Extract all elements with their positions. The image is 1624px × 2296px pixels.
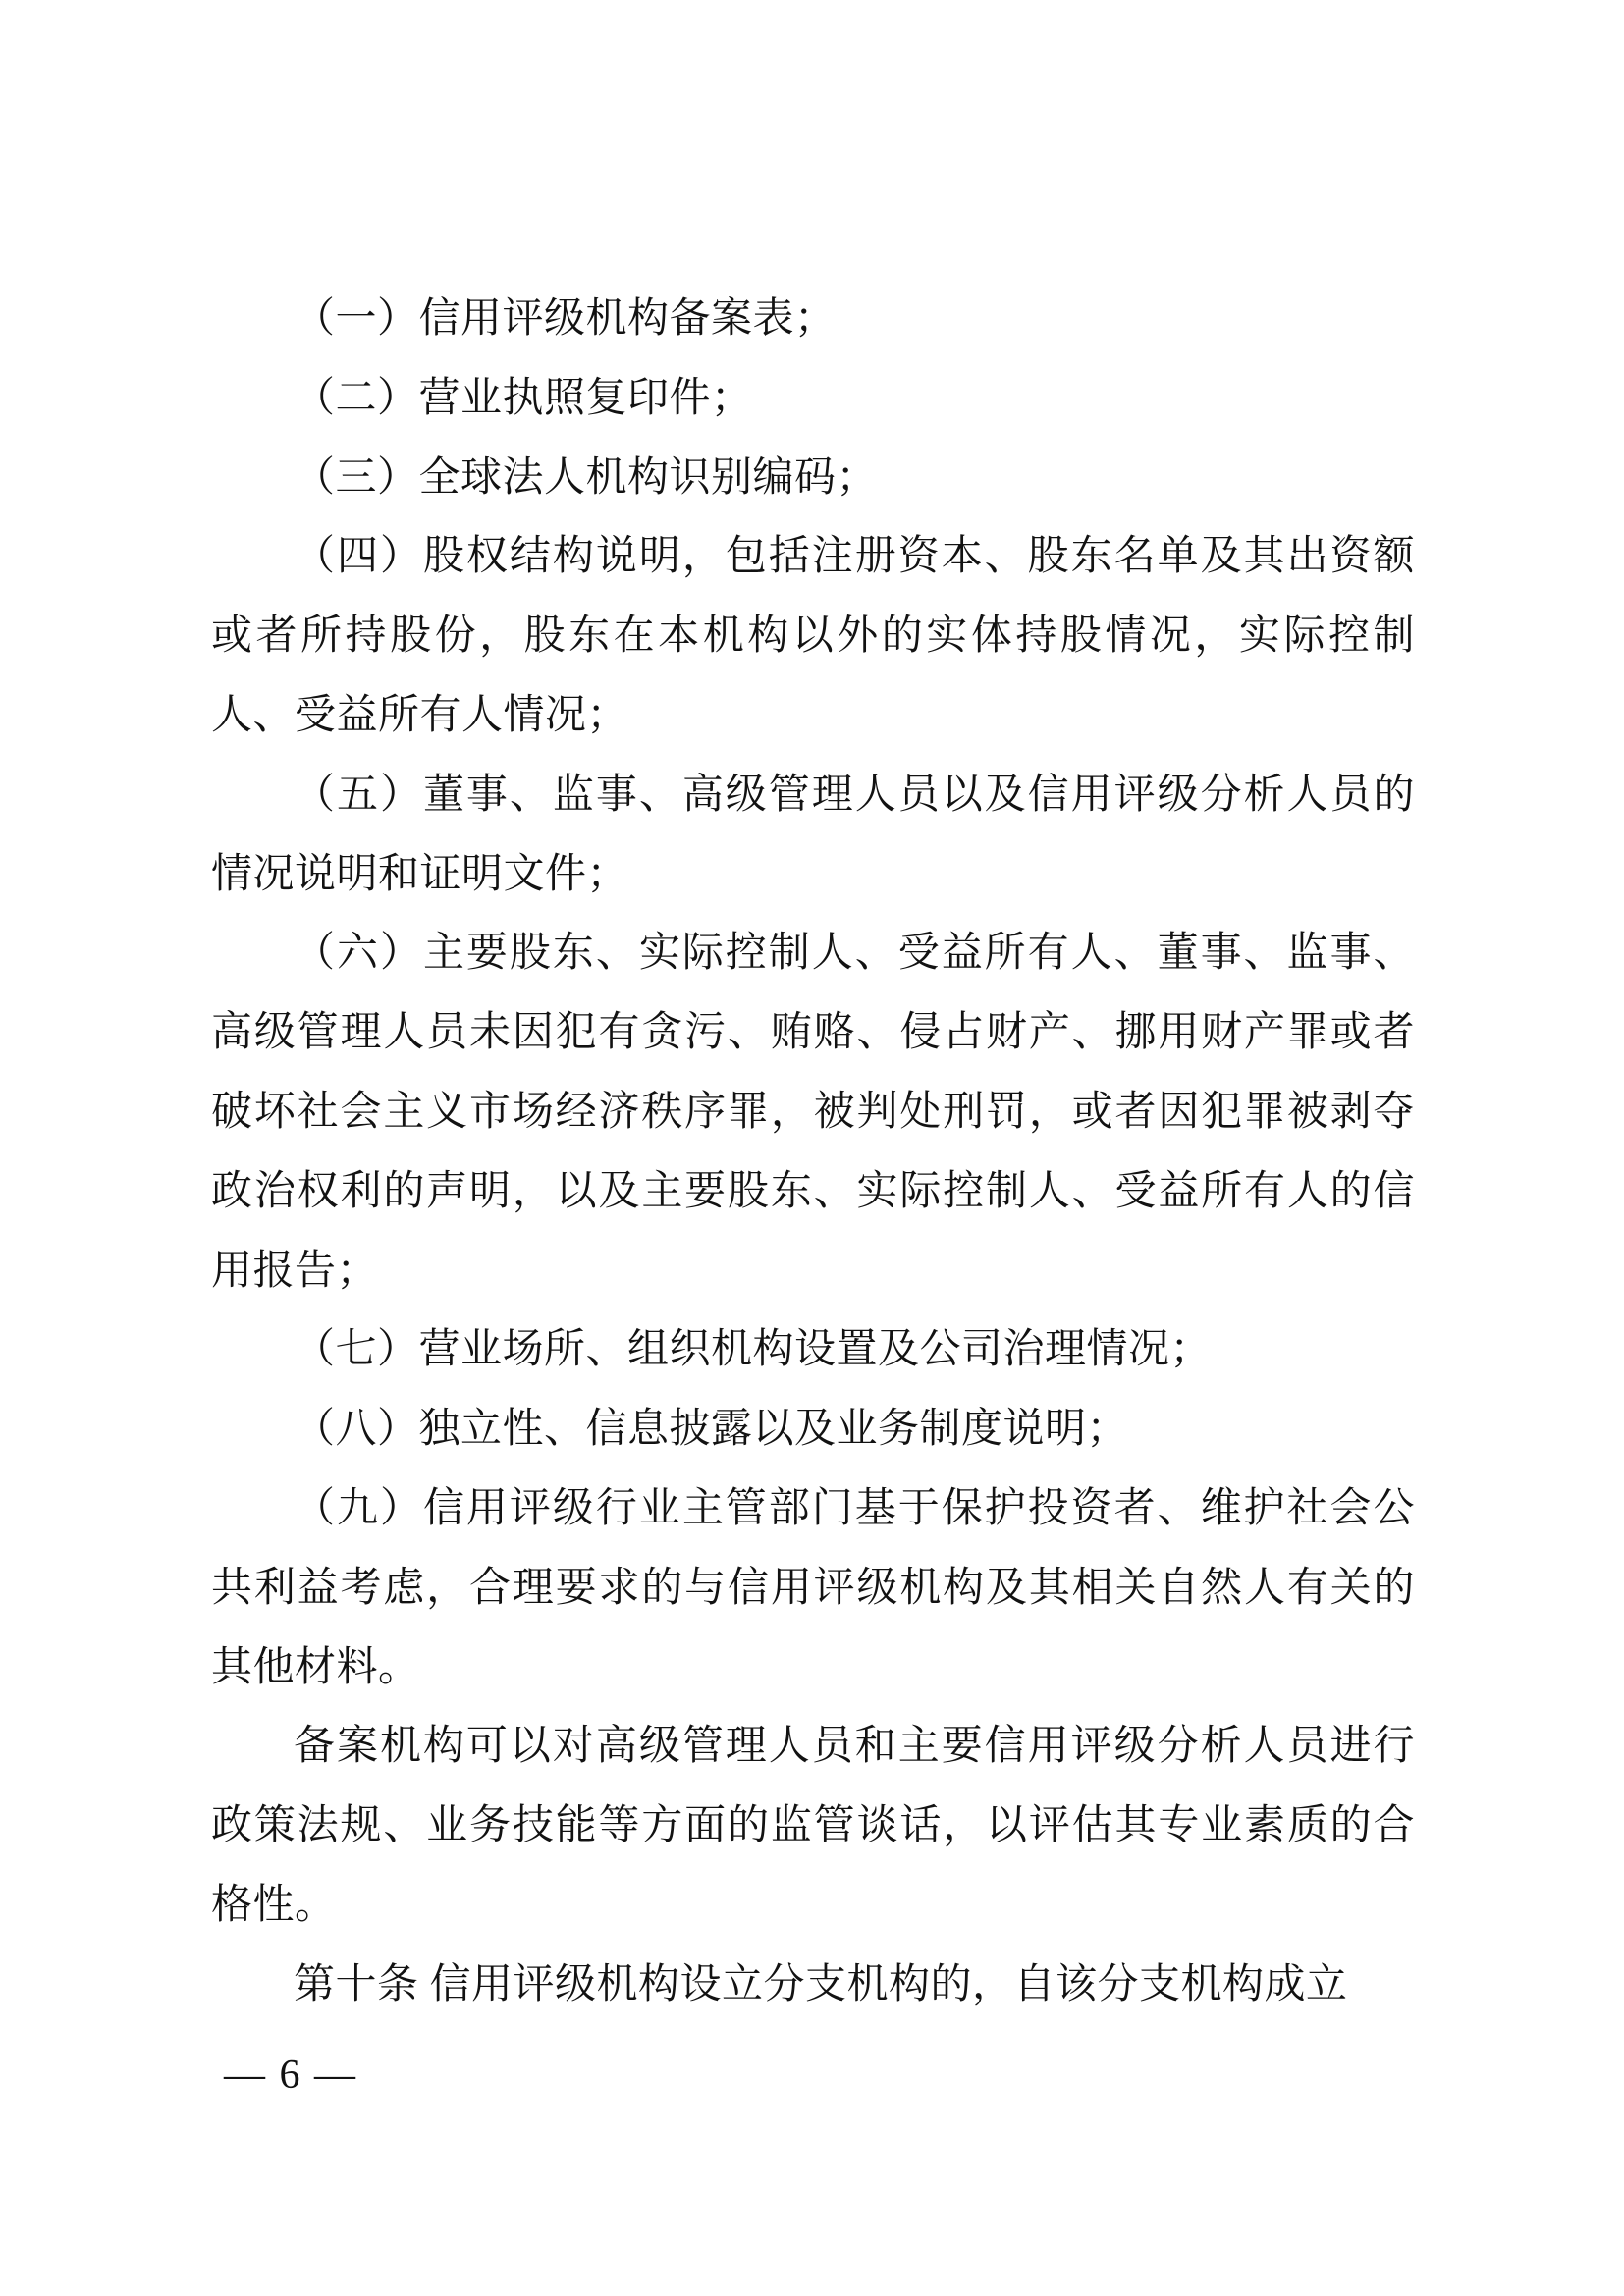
clause-item-9: （九）信用评级行业主管部门基于保护投资者、维护社会公共利益考虑，合理要求的与信用评级机构及其相关自然人有关的其他材料。 — [211, 1485, 1415, 1690]
article-10-paragraph: 第十条 信用评级机构设立分支机构的，自该分支机构成立 — [294, 1961, 1348, 2007]
body-paragraph: 备案机构可以对高级管理人员和主要信用评级分析人员进行政策法规、业务技能等方面的监管谈话，以评估其专业素质的合格性。 — [211, 1724, 1415, 1928]
clause-item-6: （六）主要股东、实际控制人、受益所有人、董事、监事、高级管理人员未因犯有贪污、贿赂、侵占财产、挪用财产罪或者破坏社会主义市场经济秩序罪，被判处刑罚，或者因犯罪被剥夺政治权利的声明，以及主要股东、实际控制人、受益所有人的信用报告； — [211, 931, 1415, 1294]
clause-item-7: （七）营业场所、组织机构设置及公司治理情况； — [294, 1327, 1213, 1373]
document-body — [211, 280, 1415, 2025]
clause-item-5: （五）董事、监事、高级管理人员以及信用评级分析人员的情况说明和证明文件； — [211, 772, 1415, 897]
clause-item-4: （四）股权结构说明，包括注册资本、股东名单及其出资额或者所持股份，股东在本机构以外的实体持股情况，实际控制人、受益所有人情况； — [211, 534, 1415, 738]
page-number: — 6 — — [224, 2053, 357, 2098]
clause-item-8: （八）独立性、信息披露以及业务制度说明； — [294, 1407, 1129, 1453]
clause-item-2: （二）营业执照复印件； — [294, 375, 753, 421]
clause-item-1: （一）信用评级机构备案表； — [294, 296, 837, 342]
clause-item-3: （三）全球法人机构识别编码； — [294, 454, 879, 501]
